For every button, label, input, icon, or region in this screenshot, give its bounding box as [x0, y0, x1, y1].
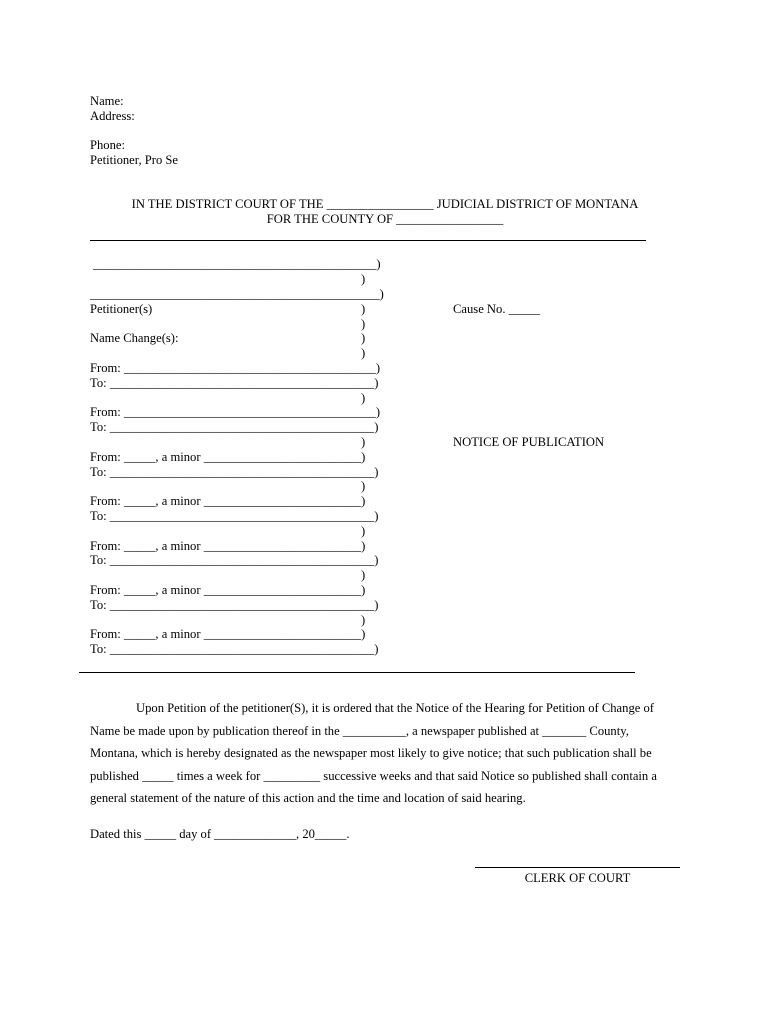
court-heading-line2: FOR THE COUNTY OF _________________ — [266, 212, 504, 226]
petitioner-name-line: ______________________________________________) — [90, 287, 384, 301]
from-minor-line: From: _____, a minor _________________________) — [90, 627, 366, 641]
caption-paren: ) — [361, 317, 366, 331]
from-minor-line: From: _____, a minor _________________________) — [90, 450, 366, 464]
court-heading-line1: IN THE DISTRICT COURT OF THE _________________ JUDICIAL DISTRICT OF MONTANA — [131, 197, 639, 211]
petitioners-label: Petitioner(s) — [90, 302, 153, 316]
dated-line: Dated this _____ day of _____________, 20_____. — [90, 827, 350, 841]
from-minor-line: From: _____, a minor _________________________) — [90, 494, 366, 508]
caption-paren: ) — [361, 272, 366, 286]
order-paragraph-text: Upon Petition of the petitioner(S), it is ordered that the Notice of the Hearing for Petition of Change of Name be made upon by publication thereof in the __________, a newspaper published at _______ County, Montana, which is hereby designated as the newspaper most likely to give notice; that such publication shall be published _____ times a week for _________ successive weeks and that said Notice so published shall contain a general statement of the nature of this action and the time and location of said hearing. — [90, 701, 657, 805]
petitioner-pro-se-label: Petitioner, Pro Se — [90, 153, 178, 167]
from-minor-line: From: _____, a minor _________________________) — [90, 583, 366, 597]
caption-paren: ) — [361, 435, 366, 449]
from-minor-line: From: _____, a minor _________________________) — [90, 539, 366, 553]
caption-paren: ) — [361, 613, 366, 627]
caption-paren: ) — [361, 302, 366, 316]
caption-top-line: _____________________________________________) — [93, 257, 381, 271]
caption-paren: ) — [361, 568, 366, 582]
caption-paren: ) — [361, 479, 366, 493]
caption-paren: ) — [361, 391, 366, 405]
to-line: To: __________________________________________) — [90, 509, 379, 523]
clerk-of-court-label: CLERK OF COURT — [524, 871, 631, 885]
to-line: To: __________________________________________) — [90, 465, 379, 479]
phone-label: Phone: — [90, 138, 125, 152]
name-label: Name: — [90, 94, 124, 108]
to-line: To: __________________________________________) — [90, 642, 379, 656]
name-changes-label: Name Change(s): — [90, 331, 179, 345]
from-line: From: ________________________________________) — [90, 361, 381, 375]
caption-divider — [79, 672, 635, 673]
caption-paren: ) — [361, 346, 366, 360]
to-line: To: __________________________________________) — [90, 553, 379, 567]
signature-line — [475, 867, 680, 868]
notice-title: NOTICE OF PUBLICATION — [453, 435, 605, 449]
address-label: Address: — [90, 109, 135, 123]
caption-paren: ) — [361, 524, 366, 538]
from-line: From: ________________________________________) — [90, 405, 381, 419]
cause-number: Cause No. _____ — [453, 302, 541, 316]
heading-divider — [90, 240, 646, 241]
order-paragraph — [90, 697, 670, 810]
to-line: To: __________________________________________) — [90, 420, 379, 434]
to-line: To: __________________________________________) — [90, 376, 379, 390]
to-line: To: __________________________________________) — [90, 598, 379, 612]
caption-paren: ) — [361, 331, 366, 345]
